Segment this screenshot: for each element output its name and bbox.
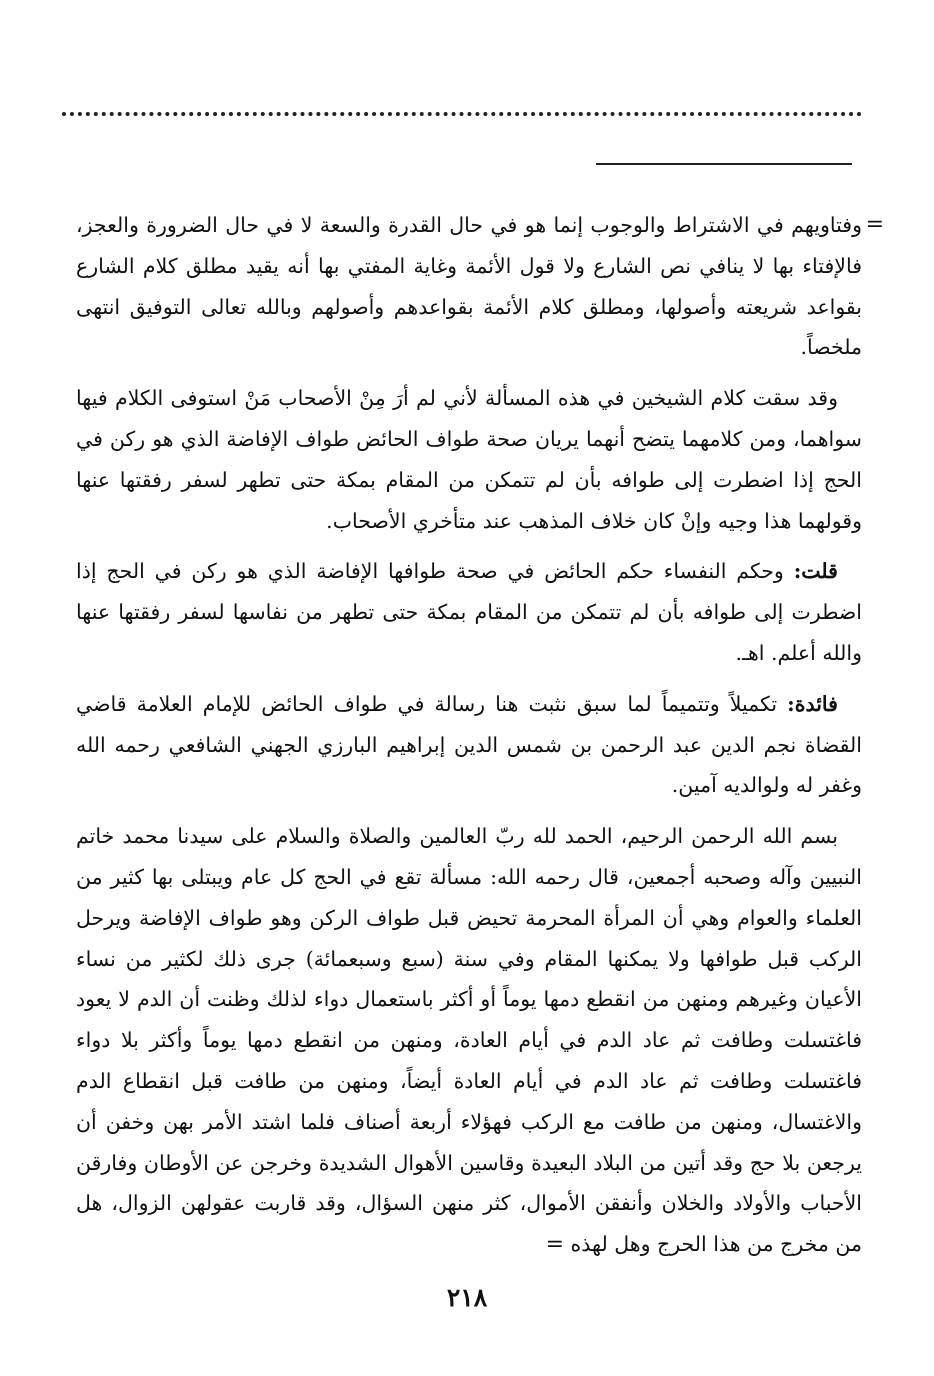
paragraph-3-text: وحكم النفساء حكم الحائض في صحة طوافها الإفاضة الذي هو ركن في الحج إذا اضطرت إلى طوافه بأن لم تتمكن من المقام بمكة حتى تطهر من نفاسها لسفر رفقتها عنها والله أعلم. اهـ. — [76, 559, 862, 665]
body-text — [76, 205, 884, 1276]
page-number: ٢١٨ — [446, 1283, 488, 1312]
paragraph-1 — [76, 205, 862, 368]
paragraph-3-lead: قلت: — [793, 559, 838, 584]
paragraph-3 — [76, 551, 862, 673]
paragraph-5-text: بسم الله الرحمن الرحيم، الحمد لله ربّ العالمين والصلاة والسلام على سيدنا محمد خاتم النبيين وآله وصحبه أجمعين، قال رحمه الله: مسألة تقع في الحج كل عام ويبتلى بها كثير من العلماء والعوام وهي أن المرأة المحرمة تحيض قبل طواف الركن وهو طواف الإفاضة ويرحل الركب قبل طوافها ولا يمكنها المقام وفي سنة (سبع وسبعمائة) جرى ذلك لكثير من نساء الأعيان وغيرهم ومنهن من انقطع دمها يوماً أو أكثر باستعمال دواء لذلك وظنت أن الدم لا يعود فاغتسلت وطافت ثم عاد الدم في أيام العادة، ومنهن من انقطع دمها يوماً وأكثر بلا دواء فاغتسلت وطافت ثم عاد الدم في أيام العادة أيضاً، ومنهن من طافت قبل انقطاع الدم والاغتسال، ومنهن من طافت مع الركب فهؤلاء أربعة أصناف فلما اشتد الأمر بهن وخفن أن يرجعن بلا حج وقد أتين من البلاد البعيدة وقاسين الأهوال الشديدة وخرجن عن الأوطان وفارقن الأحباب والأولاد والخلان وأنفقن الأموال، كثر منهن السؤال، وقد قاربت عقولهن الزوال، هل من مخرج من هذا الحرج وهل لهذه — [76, 824, 862, 1257]
paragraph-2 — [76, 378, 862, 541]
paragraph-4-lead: فائدة: — [787, 691, 838, 716]
continuation-marker-end: = — [545, 1232, 565, 1258]
dotted-separator — [62, 112, 862, 116]
paragraph-4-text: تكميلاً وتتميماً لما سبق نثبت هنا رسالة في طواف الحائض للإمام العلامة قاضي القضاة نجم الدين عبد الرحمن بن شمس الدين إبراهيم البارزي الجهني الشافعي رحمه الله وغفر له ولوالديه آمين. — [76, 691, 862, 798]
paragraph-1-text: وفتاويهم في الاشتراط والوجوب إنما هو في حال القدرة والسعة لا في حال الضرورة والعجز، فالإفتاء بها لا ينافي نص الشارع ولا قول الأئمة وغاية المفتي بها أنه يقيد مطلق كلام الشارع بقواعد شريعته وأصولها، ومطلق كلام الأئمة بقواعدهم وأصولهم وبالله تعالى التوفيق انتهى ملخصاً. — [76, 213, 862, 360]
continuation-marker-start: = — [865, 212, 884, 237]
paragraph-2-text: وقد سقت كلام الشيخين في هذه المسألة لأني لم أرَ مِنْ الأصحاب مَنْ استوفى الكلام فيها سواهما، ومن كلامهما يتضح أنهما يريان صحة طواف الحائض طواف الإفاضة الذي هو ركن في الحج إذا اضطرت إلى طوافه بأن لم تتمكن من المقام بمكة حتى تطهر لسفر رفقتها عنها وقولهما هذا وجيه وإنْ كان خلاف المذهب عند متأخري الأصحاب. — [76, 386, 862, 533]
footnote-rule — [596, 163, 852, 165]
paragraph-4 — [76, 684, 862, 806]
paragraph-5 — [76, 816, 862, 1266]
